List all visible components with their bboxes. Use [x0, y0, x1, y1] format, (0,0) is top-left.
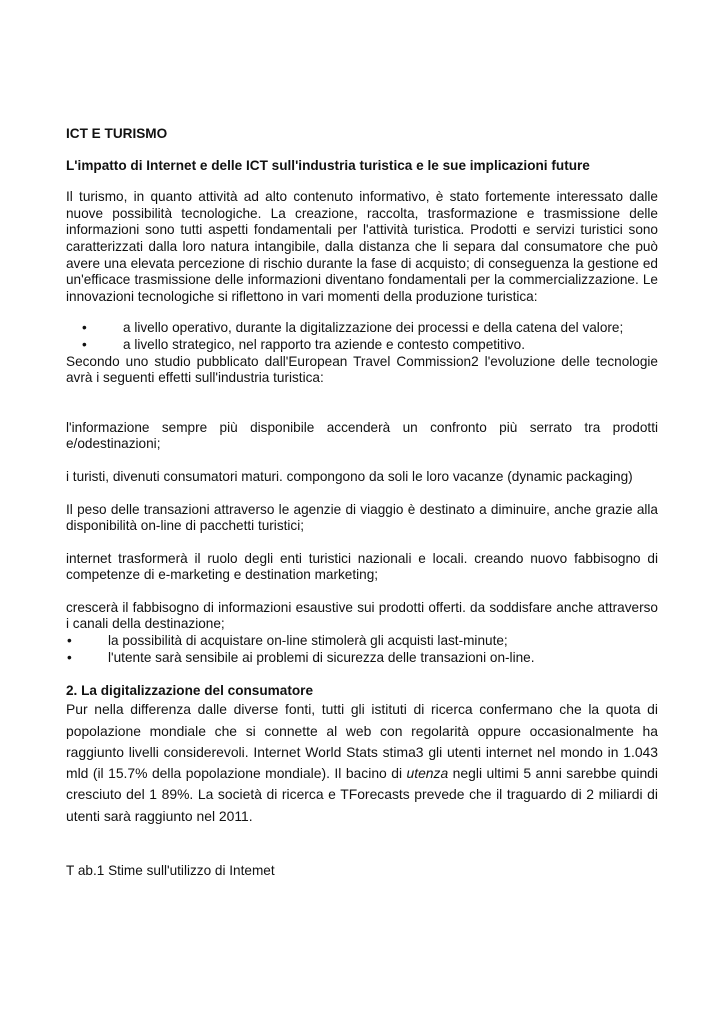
section-paragraph [66, 699, 658, 827]
document-title: ICT E TURISMO [66, 126, 168, 141]
document-subtitle: L'impatto di Internet e delle ICT sull'industria turistica e le sue implicazioni future [66, 157, 590, 173]
section-text-start: Pur nella differenza dalle diverse fonti, tutti gli istituti di ricerca confermano che la quota di popolazione mondiale che si connette al web con regolarità oppure occasionalmente ha raggiunto livelli considerevoli. Internet World Stats stima3 gli utenti internet nel mondo in 1.043 mld (il 15.7% della popolazione mondiale). Il bacino di [66, 701, 658, 782]
study-paragraph: Secondo uno studio pubblicato dall'European Travel Commission2 l'evoluzione delle tecnologie avrà i seguenti effetti sull'industria turistica: [66, 353, 658, 386]
list-item-text: la possibilità di acquistare on-line stimolerà gli acquisti last-minute; [108, 633, 508, 649]
list-item [66, 337, 658, 354]
bullet-icon: • [67, 649, 72, 665]
list-item [66, 633, 658, 650]
consumer-effects-list [66, 633, 658, 666]
list-item-text: a livello strategico, nel rapporto tra aziende e contesto competitivo. [123, 336, 525, 352]
list-item-text: a livello operativo, durante la digitalizzazione dei processi e della catena del valore; [123, 320, 624, 336]
section-text-end: negli ultimi 5 anni sarebbe quindi cresciuto del 1 89%. La società di ricerca e TForecasts prevede che il traguardo di 2 miliardi di utenti sarà raggiunto nel 2011. [66, 765, 658, 824]
list-item [66, 320, 658, 337]
section-text-italic: utenza [406, 765, 449, 782]
effect-paragraph: internet trasformerà il ruolo degli enti turistici nazionali e locali. creando nuovo fabbisogno di competenze di e-marketing e destination marketing; [66, 550, 658, 583]
effect-paragraph: i turisti, divenuti consumatori maturi. compongono da soli le loro vacanze (dynamic packaging) [66, 468, 633, 484]
bullet-icon: • [82, 336, 87, 352]
bullet-icon: • [82, 320, 87, 336]
list-item-text: l'utente sarà sensibile ai problemi di sicurezza delle transazioni on-line. [108, 649, 535, 665]
document-page [66, 126, 658, 879]
bullet-icon: • [67, 633, 72, 649]
section-consumer-digitalization [66, 682, 658, 827]
production-levels-list [66, 320, 658, 353]
list-item [66, 650, 658, 667]
section-heading: 2. La digitalizzazione del consumatore [66, 683, 314, 699]
effect-paragraph: crescerà il fabbisogno di informazioni esaustive sui prodotti offerti. da soddisfare anche attraverso i canali della destinazione; [66, 599, 658, 632]
effect-paragraph: Il peso delle transazioni attraverso le agenzie di viaggio è destinato a diminuire, anche grazie alla disponibilità on-line di pacchetti turistici; [66, 501, 658, 534]
effect-paragraph: l'informazione sempre più disponibile accenderà un confronto più serrato tra prodotti e/odestinazioni; [66, 419, 658, 452]
intro-paragraph: Il turismo, in quanto attività ad alto contenuto informativo, è stato fortemente interessato dalle nuove possibilità tecnologiche. La creazione, raccolta, trasformazione e trasmissione delle informazioni sono tutti aspetti fondamentali per l'attività turistica. Prodotti e servizi turistici sono caratterizzati dalla loro natura intangibile, dalla distanza che li separa dal consumatore che può avere una elevata percezione di rischio durante la fase di acquisto; di conseguenza la gestione ed un'efficace trasmissione delle informazioni diventano fondamentali per la commercializzazione. Le innovazioni tecnologiche si riflettono in vari momenti della produzione turistica: [66, 189, 658, 304]
table-caption: T ab.1 Stime sull'utilizzo di Intemet [66, 863, 275, 879]
